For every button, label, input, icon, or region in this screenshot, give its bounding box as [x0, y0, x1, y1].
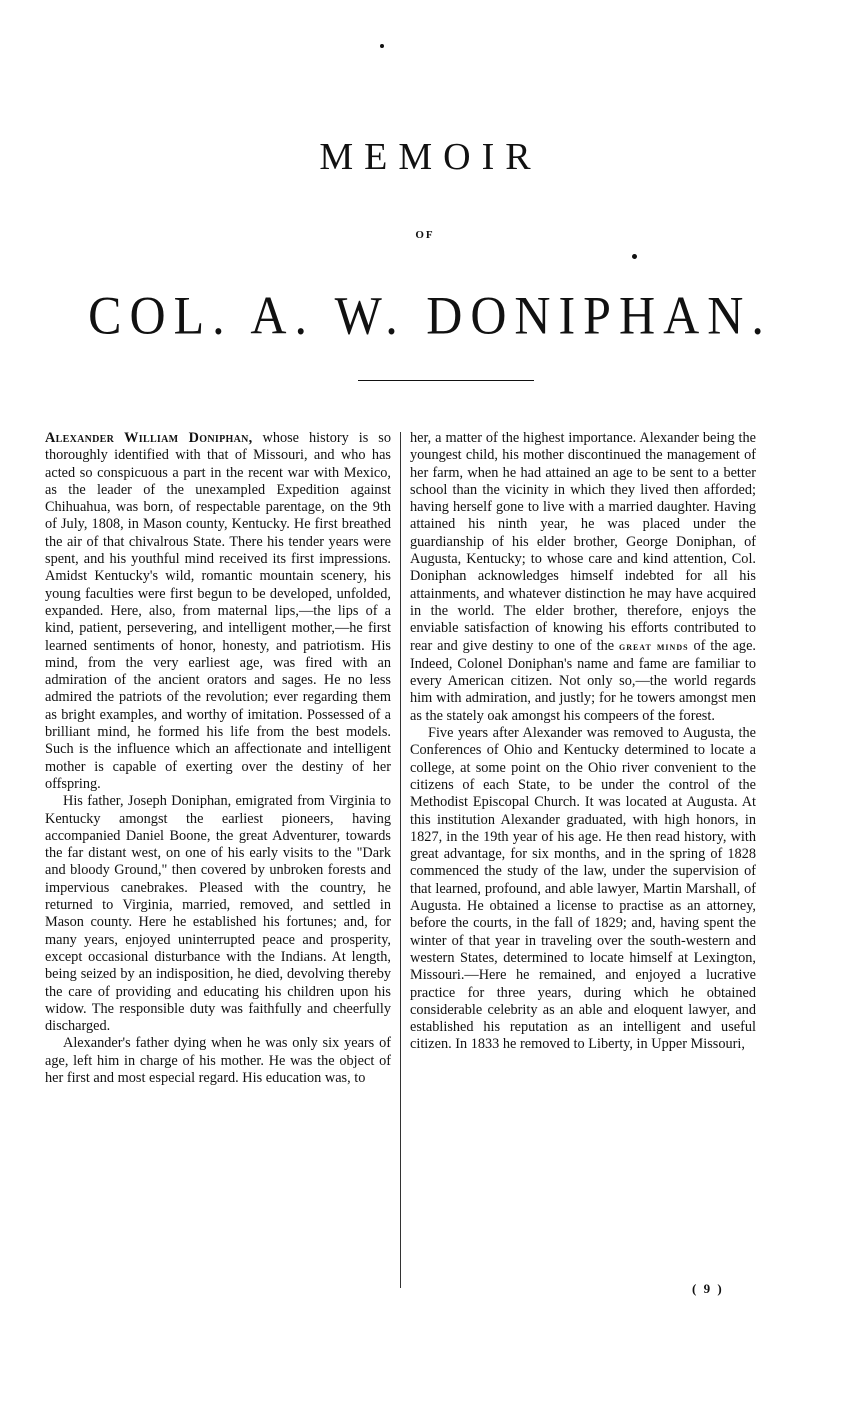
page-number: ( 9 ) [692, 1281, 724, 1296]
text-column-left [45, 430, 391, 1087]
page-title: MEMOIR [319, 136, 542, 178]
paragraph-text: of the age. Indeed, Colonel Doniphan's name and fame are familiar to every American citizen. Not only so,—the world regards him with admiration, and justly; for he towers amongst men as the stately oak amongst his compeers of the forest. [410, 637, 756, 724]
title-connector: OF [415, 229, 435, 241]
text-column-right [410, 430, 756, 1054]
title-rule [358, 380, 534, 381]
paragraph-text: whose history is so thoroughly identified with that of Missouri, and who has acted so conspicuous a part in the recent war with Mexico, as the leader of the unexampled Expedition against Chihuahua, was born, of respectable parentage, on the 9th of July, 1808, in Mason county, Kentucky. He first breathed the air of that chivalrous State. There his tender years were spent, and his youthful mind received its first impressions. Amidst Kentucky's wild, romantic mountain scenery, his young faculties were first begun to be developed, unfolded, expanded. Here, also, from maternal lips,—the lips of a kind, patient, persevering, and intelligent mother,—he first learned sentiments of honor, honesty, and patriotism. His mind, from the very earliest age, was fired with an admiration of the ancient orators and sages. He no less admired the patriots of the revolution; ever regarding them as bright examples, and worthy of imitation. Possessed of a brilliant mind, he formed his life from the best models. Such is the influence which an affectionate and intelligent mother is capable of exerting over the destiny of her offspring. [45, 430, 391, 792]
paragraph [45, 430, 391, 793]
ink-speck [380, 44, 384, 48]
page-subtitle: COL. A. W. DONIPHAN. [88, 284, 772, 346]
emphasis-smallcaps: great minds [618, 640, 689, 653]
paragraph: Five years after Alexander was removed to Augusta, the Conferences of Ohio and Kentucky determined to locate a college, at some point on the Ohio river convenient to the citizens of each State, to be under the control of the Methodist Episcopal Church. It was located at Augusta. At this institution Alexander graduated, with high honors, in 1827, in the 19th year of his age. He then read history, with great advantage, for six months, and in the spring of 1828 commenced the study of the law, under the supervision of that learned, profound, and able lawyer, Martin Marshall, of Augusta. He obtained a license to practise as an attorney, before the courts, in the fall of 1829; and, having spent the winter of that year in traveling over the south-western and western States, determined to locate himself at Lexington, Missouri.—Here he remained, and enjoyed a lucrative practice for three years, during which he obtained considerable celebrity as an able and eloquent lawyer, and established his reputation as an intelligent and useful citizen. In 1833 he removed to Liberty, in Upper Missouri, [410, 725, 756, 1053]
paragraph: His father, Joseph Doniphan, emigrated from Virginia to Kentucky amongst the earliest pioneers, having accompanied Daniel Boone, the great Adventurer, towards the far distant west, on one of his early visits to the "Dark and bloody Ground," then covered by unbroken forests and impervious canebrakes. Pleased with the country, he returned to Virginia, married, removed, and settled in Mason county. Here he established his fortunes; and, for many years, enjoyed uninterrupted peace and prosperity, except occasional disturbance with the Indians. At length, being seized by an indisposition, he died, devolving thereby the care of providing and educating his children upon his widow. The responsible duty was faithfully and cheerfully discharged. [45, 793, 391, 1035]
paragraph: Alexander's father dying when he was only six years of age, left him in charge of his mother. He was the object of her first and most especial regard. His education was, to [45, 1035, 391, 1086]
lead-name: Alexander William Doniphan, [45, 430, 253, 446]
column-rule [400, 432, 401, 1288]
paragraph [410, 430, 756, 725]
paragraph-text: her, a matter of the highest importance. Alexander being the youngest child, his mother discontinued the management of her farm, when he had attained an age to be sent to a better school than the vicinity in which they lived then afforded; having herself gone to live with a married daughter. Having attained his ninth year, he was placed under the guardianship of his elder brother, George Doniphan, of Augusta, Kentucky; to whose care and kind attention, Col. Doniphan acknowledges himself indebted for all his attainments, and whatever distinction he may have acquired in the world. The elder brother, therefore, enjoys the enviable satisfaction of knowing his efforts contributed to rear and give destiny to one of the [410, 430, 756, 654]
ink-speck [632, 254, 637, 259]
